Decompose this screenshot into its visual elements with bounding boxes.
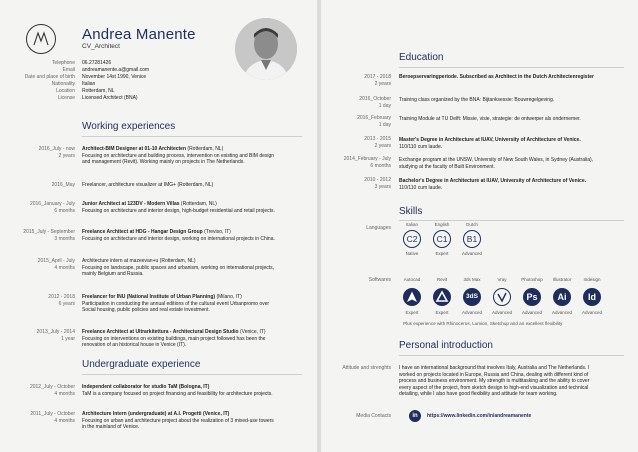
- section-title-skills: Skills: [399, 206, 423, 217]
- software-name: Photoshop: [521, 277, 543, 282]
- work-date-2: 2016_January - July: [29, 201, 75, 207]
- undergrad-date-0: 2012_July - October: [29, 384, 75, 390]
- language-name: Italian: [405, 222, 418, 227]
- edu-duration-4: 6 months: [370, 163, 391, 169]
- software-name: Autocad: [403, 277, 421, 282]
- personal-label-3: Nationality: [51, 81, 75, 87]
- divider: [82, 136, 302, 137]
- edu-date-0: 2017 - 2018: [364, 74, 391, 80]
- work-item-5: Freelancer for INU (National Institute of Urban Planning) (Milano, IT) Participation in conducting the annual editions of the cultural event Urbanpromo over Social housing, public policies and real estate investment.: [82, 294, 270, 314]
- edu-item-2: Training Module at TU Delft: Missie, visie, strategie: de ontwerper als ondernemer.: [399, 116, 581, 122]
- personal-label-5: License: [57, 95, 75, 101]
- undergrad-date-1: 2011_July - October: [30, 411, 75, 417]
- languages-label: Languages: [366, 225, 391, 231]
- language-name: English: [434, 222, 450, 227]
- work-date-4: 2015_April - July: [37, 258, 75, 264]
- personal-label-0: Telephone: [51, 60, 75, 66]
- software-name: 3ds Max: [463, 277, 481, 282]
- language-name: Dutch: [466, 222, 478, 227]
- language-level: Advanced: [461, 251, 482, 256]
- personal-value-2: November 14st 1990, Venice: [82, 74, 147, 80]
- edu-item-3: Master's Degree in Architecture at IUAV, University of Architecture of Venice. 110/110 cum laude.: [399, 137, 581, 150]
- edu-date-1: 2016_October: [359, 96, 391, 102]
- work-date-5: 2012 - 2018: [48, 294, 75, 300]
- edu-item-4: Exchange program at the UNSW, University of New South Wales, in Sydney (Australia), studying at the faculty of Built Environment.: [399, 157, 594, 170]
- undergrad-duration-1: 4 months: [54, 418, 75, 424]
- edu-item-1: Training class organized by the BNA: Bijtanksessie: Bouwregelgeving.: [399, 97, 555, 103]
- work-item-1: Freelancer, architecture visualizer at IMG+ (Rotterdam, NL): [82, 182, 214, 188]
- vray-icon: [493, 288, 511, 306]
- divider: [399, 355, 624, 356]
- personal-value-5: Licensed Architect (BNA): [82, 95, 138, 101]
- work-item-2: Junior Architect at 123DV - Modern Villas (Rotterdam, NL) Focusing on architecture and interior design, high-budget residential and retail projects.: [82, 201, 275, 214]
- section-title-work: Working experiences: [82, 121, 176, 132]
- 3ds-max-icon: 3dS: [463, 288, 481, 306]
- edu-item-0: Beroepservaringperiode. Subscribed as Architect in the Dutch Architectenregister: [399, 74, 594, 80]
- attitude-label: Attitude and strenghts: [342, 365, 391, 371]
- language-level: Native: [405, 251, 419, 256]
- software-note: Plus experience with Rhinoceros, Lumion, Sketchup and an excellent flexibility: [403, 321, 563, 326]
- software-level: Expert: [405, 310, 419, 315]
- left-page: [0, 0, 317, 452]
- person-name: Andrea Manente: [82, 26, 196, 43]
- edu-duration-5: 3 years: [374, 184, 391, 190]
- undergrad-duration-0: 4 months: [54, 391, 75, 397]
- software-name: Vray: [497, 277, 507, 282]
- work-date-3: 2015_July - September: [23, 229, 75, 235]
- software-level: Advanced: [461, 310, 482, 315]
- edu-date-3: 2013 - 2015: [364, 136, 391, 142]
- personal-value-4: Rotterdam, NL: [82, 88, 115, 94]
- software-level: Advanced: [551, 310, 572, 315]
- profile-photo: [235, 18, 297, 80]
- divider: [82, 374, 302, 375]
- software-level: Advanced: [491, 310, 512, 315]
- language-level: Expert: [435, 251, 449, 256]
- intro-text: I have an international background that involves Italy, Australia and The Netherlands. I worked on projects located in Europe, Russia and China, dealing with different kind of process and business environment. My strength is multitasking and the ability to cover every aspect of the project, from sketch design to high-end visualization and technical detailing, while I also have good flexibility and attitude for team working.: [399, 365, 590, 398]
- language-level-badge: C2: [403, 230, 421, 248]
- edu-duration-2: 1 day: [378, 122, 391, 128]
- personal-value-1[interactable]: andreamanente.a@gmail.com: [82, 67, 150, 73]
- section-title-intro: Personal introduction: [399, 340, 493, 351]
- section-title-undergrad: Undergraduate experience: [82, 359, 201, 370]
- work-date-6: 2013_July - 2014: [36, 329, 75, 335]
- work-item-0: Architect-BIM Designer at 01-10 Architecten (Rotterdam, NL) Focusing on architecture and building process, intervention on existing and BIM design and management (Revit). Working mainly on projects in The Netherlands.: [82, 146, 275, 166]
- undergrad-item-0: Independent collaborator for studio TaM (Bologna, IT) TaM is a company focused on project financing and feasibility for architecture projects.: [82, 384, 273, 397]
- edu-duration-1: 1 day: [378, 103, 391, 109]
- software-level: Expert: [435, 310, 449, 315]
- personal-value-3: Italian: [82, 81, 96, 87]
- software-level: Advanced: [581, 310, 602, 315]
- divider: [399, 67, 624, 68]
- media-label: Media Contacts: [356, 413, 391, 419]
- personal-value-0: 06.27281426: [82, 60, 112, 66]
- right-page: [321, 0, 638, 452]
- illustrator-icon: Ai: [553, 288, 571, 306]
- linkedin-icon[interactable]: in: [409, 410, 421, 422]
- work-duration-6: 1 year: [61, 336, 75, 342]
- software-name: Revit: [436, 277, 448, 282]
- work-duration-5: 6 years: [58, 301, 75, 307]
- language-level-badge: B1: [463, 230, 481, 248]
- work-item-4: Architecture intern at mazeevan+u (Rotterdam, NL) Focusing on landscape, public spaces and urbanism, working on international projects, mainly Belgium and Russia.: [82, 258, 275, 278]
- work-duration-4: 4 months: [54, 265, 75, 271]
- edu-date-4: 2014_February - July: [343, 156, 391, 162]
- softwares-label: Softwares: [368, 277, 391, 283]
- work-item-3: Freelance Architect at HDG - Hangar Design Group (Treviso, IT) Focusing on architecture and interior design, working on international projects in China.: [82, 229, 275, 242]
- software-name: Indesign: [583, 277, 601, 282]
- edu-duration-3: 2 years: [374, 143, 391, 149]
- personal-label-4: Location: [56, 88, 75, 94]
- section-title-education: Education: [399, 52, 444, 63]
- edu-date-2: 2016_February: [357, 115, 391, 121]
- work-item-6: Freelance Architect at Ultrarkitettura - Architectural Design Studio (Venice, IT) Focusing on interventions on existing buildings, main project followed has been the renovation of an historical house in Venice (IT).: [82, 329, 266, 349]
- divider: [399, 220, 624, 221]
- work-duration-3: 3 months: [54, 236, 75, 242]
- work-date-1: 2016_May: [51, 182, 75, 188]
- autocad-icon: [403, 288, 421, 306]
- person-subtitle: CV_Architect: [82, 43, 120, 50]
- language-level-badge: C1: [433, 230, 451, 248]
- edu-item-5: Bachelor's Degree in Architecture at IUAV, University of Architecture of Venice. 110/110 cum laude.: [399, 178, 586, 191]
- edu-date-5: 2010 - 2012: [364, 177, 391, 183]
- indesign-icon: Id: [583, 288, 601, 306]
- revit-icon: [433, 288, 451, 306]
- edu-duration-0: 2 years: [374, 81, 391, 87]
- photoshop-icon: Ps: [523, 288, 541, 306]
- work-duration-2: 6 months: [54, 208, 75, 214]
- software-name: Illustrator: [552, 277, 572, 282]
- undergrad-item-1: Architecture Intern (undergraduate) at A.I. Progetti (Venice, IT) Focusing on urban and architecture project about the realization of 3 mixed-use towers in the mainland of Venice.: [82, 411, 274, 431]
- software-level: Advanced: [521, 310, 542, 315]
- work-date-0: 2016_July - now: [38, 146, 75, 152]
- monogram-logo: [26, 24, 56, 54]
- work-duration-0: 2 years: [58, 153, 75, 159]
- personal-label-1: Email: [62, 67, 75, 73]
- personal-label-2: Date and place of birth: [24, 74, 75, 80]
- linkedin-link[interactable]: https://www.linkedin.com/in/andreamanente: [427, 413, 532, 419]
